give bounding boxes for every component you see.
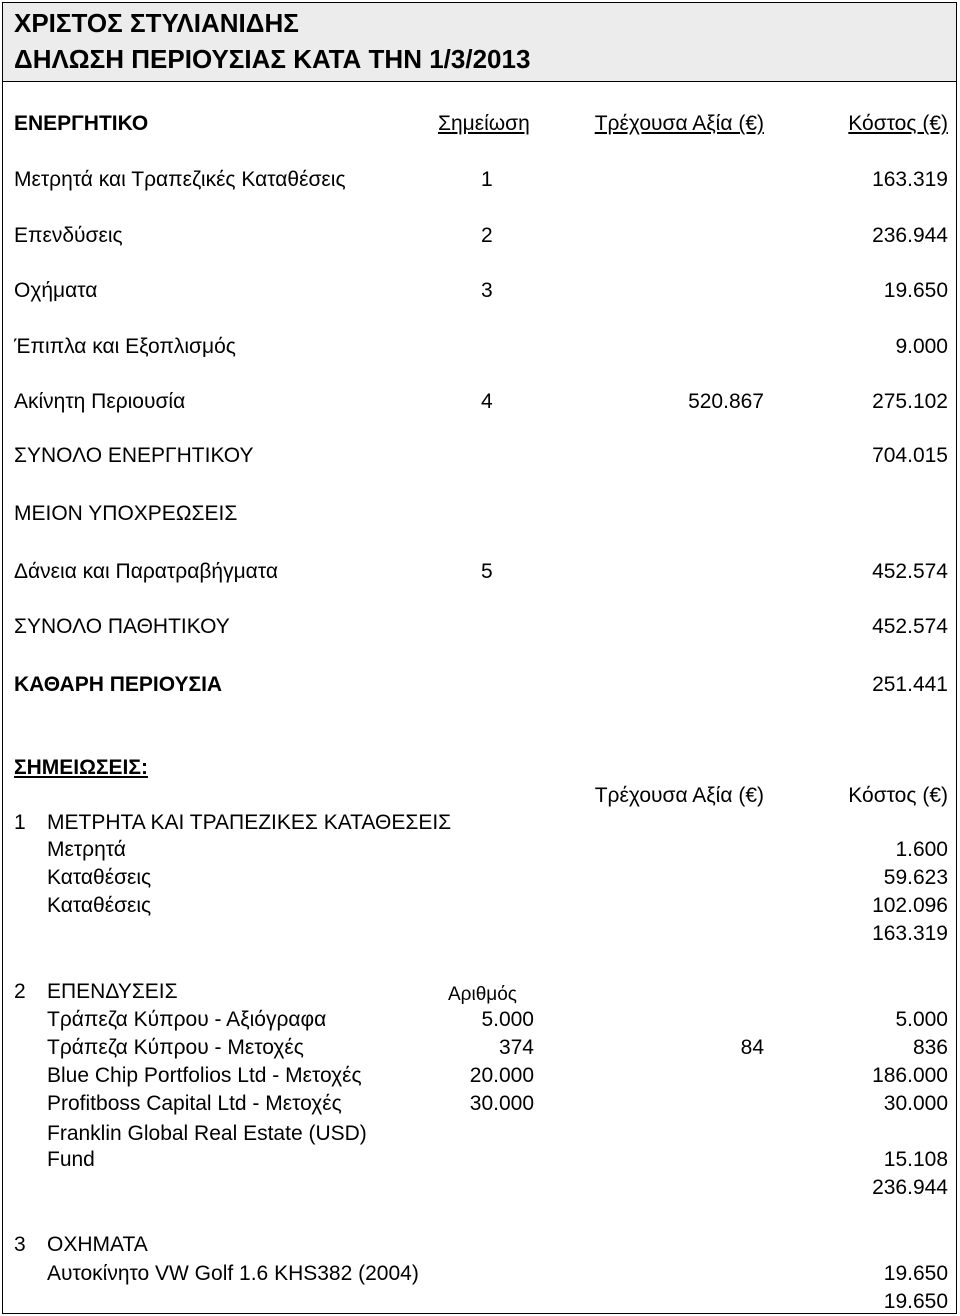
- note-item-label: Καταθέσεις: [47, 866, 152, 889]
- note-total: 163.319: [872, 922, 948, 945]
- col-qty-header: Αριθμός: [448, 984, 517, 1005]
- investment-cost: 836: [912, 1036, 948, 1059]
- notes-col-cost-header: Κόστος (€): [848, 784, 948, 807]
- asset-note: 2: [481, 224, 493, 247]
- liability-label: Δάνεια και Παρατραβήγματα: [14, 560, 278, 583]
- asset-label: Επενδύσεις: [14, 224, 123, 247]
- col-cost-header: Κόστος (€): [848, 112, 948, 135]
- note-title: ΕΠΕΝΔΥΣΕΙΣ: [47, 980, 178, 1003]
- asset-label: Έπιπλα και Εξοπλισμός: [14, 335, 236, 358]
- investment-qty: 30.000: [469, 1092, 534, 1115]
- investment-label: Τράπεζα Κύπρου - Αξιόγραφα: [47, 1008, 327, 1031]
- asset-label: Μετρητά και Τραπεζικές Καταθέσεις: [14, 168, 346, 191]
- note-item-label: Καταθέσεις: [47, 894, 152, 917]
- asset-cost: 19.650: [883, 279, 948, 302]
- assets-heading: ΕΝΕΡΓΗΤΙΚΟ: [14, 112, 149, 135]
- owner-name: ΧΡΙΣΤΟΣ ΣΤΥΛΙΑΝΙΔΗΣ: [14, 8, 299, 38]
- investment-cost: 5.000: [895, 1008, 948, 1031]
- total-assets-label: ΣΥΝΟΛΟ ΕΝΕΡΓΗΤΙΚΟΥ: [14, 444, 254, 467]
- asset-note: 3: [481, 279, 493, 302]
- net-worth-cost: 251.441: [872, 673, 948, 696]
- asset-cost: 275.102: [872, 390, 948, 413]
- asset-note: 4: [481, 390, 493, 413]
- investment-cost: 15.108: [883, 1148, 948, 1171]
- asset-cost: 9.000: [895, 335, 948, 358]
- liabilities-heading: ΜΕΙΟΝ ΥΠΟΧΡΕΩΣΕΙΣ: [14, 502, 238, 525]
- investment-label: Blue Chip Portfolios Ltd - Μετοχές: [47, 1064, 362, 1087]
- investment-qty: 20.000: [469, 1064, 534, 1087]
- total-liabilities-label: ΣΥΝΟΛΟ ΠΑΘΗΤΙΚΟΥ: [14, 615, 230, 638]
- notes-col-value-header: Τρέχουσα Αξία (€): [594, 784, 764, 807]
- col-value-header: Τρέχουσα Αξία (€): [594, 112, 764, 135]
- asset-cost: 163.319: [872, 168, 948, 191]
- investment-cost: 30.000: [883, 1092, 948, 1115]
- vehicle-cost: 19.650: [883, 1262, 948, 1285]
- note-title: ΟΧΗΜΑΤΑ: [47, 1233, 148, 1256]
- total-liabilities-cost: 452.574: [872, 615, 948, 638]
- note-item-label: Μετρητά: [47, 838, 126, 861]
- notes-heading: ΣΗΜΕΙΩΣΕΙΣ:: [14, 756, 148, 779]
- col-note-header: Σημείωση: [438, 112, 530, 135]
- net-worth-label: ΚΑΘΑΡΗ ΠΕΡΙΟΥΣΙΑ: [14, 673, 223, 696]
- note-number: 1: [14, 811, 26, 834]
- note-title: ΜΕΤΡΗΤΑ ΚΑΙ ΤΡΑΠΕΖΙΚΕΣ ΚΑΤΑΘΕΣΕΙΣ: [47, 811, 452, 834]
- investment-qty: 374: [498, 1036, 534, 1059]
- total-assets-cost: 704.015: [872, 444, 948, 467]
- declaration-title: ΔΗΛΩΣΗ ΠΕΡΙΟΥΣΙΑΣ ΚΑΤΑ ΤΗΝ 1/3/2013: [14, 44, 531, 74]
- investment-label: Franklin Global Real Estate (USD): [47, 1122, 367, 1145]
- investment-cost: 186.000: [872, 1064, 948, 1087]
- asset-label: Οχήματα: [14, 279, 98, 302]
- note-number: 3: [14, 1233, 26, 1256]
- investment-label-continued: Fund: [47, 1148, 95, 1171]
- note-item-cost: 1.600: [895, 838, 948, 861]
- note-total: 236.944: [872, 1176, 948, 1199]
- investment-label: Τράπεζα Κύπρου - Μετοχές: [47, 1036, 304, 1059]
- page-frame: [2, 2, 957, 1314]
- asset-label: Ακίνητη Περιουσία: [14, 390, 186, 413]
- note-item-cost: 59.623: [883, 866, 948, 889]
- vehicle-label: Αυτοκίνητο VW Golf 1.6 KHS382 (2004): [47, 1262, 419, 1285]
- liability-cost: 452.574: [872, 560, 948, 583]
- asset-cost: 236.944: [872, 224, 948, 247]
- investment-value: 84: [740, 1036, 764, 1059]
- note-total: 19.650: [883, 1290, 948, 1313]
- asset-note: 1: [481, 168, 493, 191]
- asset-value: 520.867: [688, 390, 764, 413]
- investment-label: Profitboss Capital Ltd - Μετοχές: [47, 1092, 342, 1115]
- investment-qty: 5.000: [481, 1008, 534, 1031]
- note-number: 2: [14, 980, 26, 1003]
- liability-note: 5: [481, 560, 493, 583]
- note-item-cost: 102.096: [872, 894, 948, 917]
